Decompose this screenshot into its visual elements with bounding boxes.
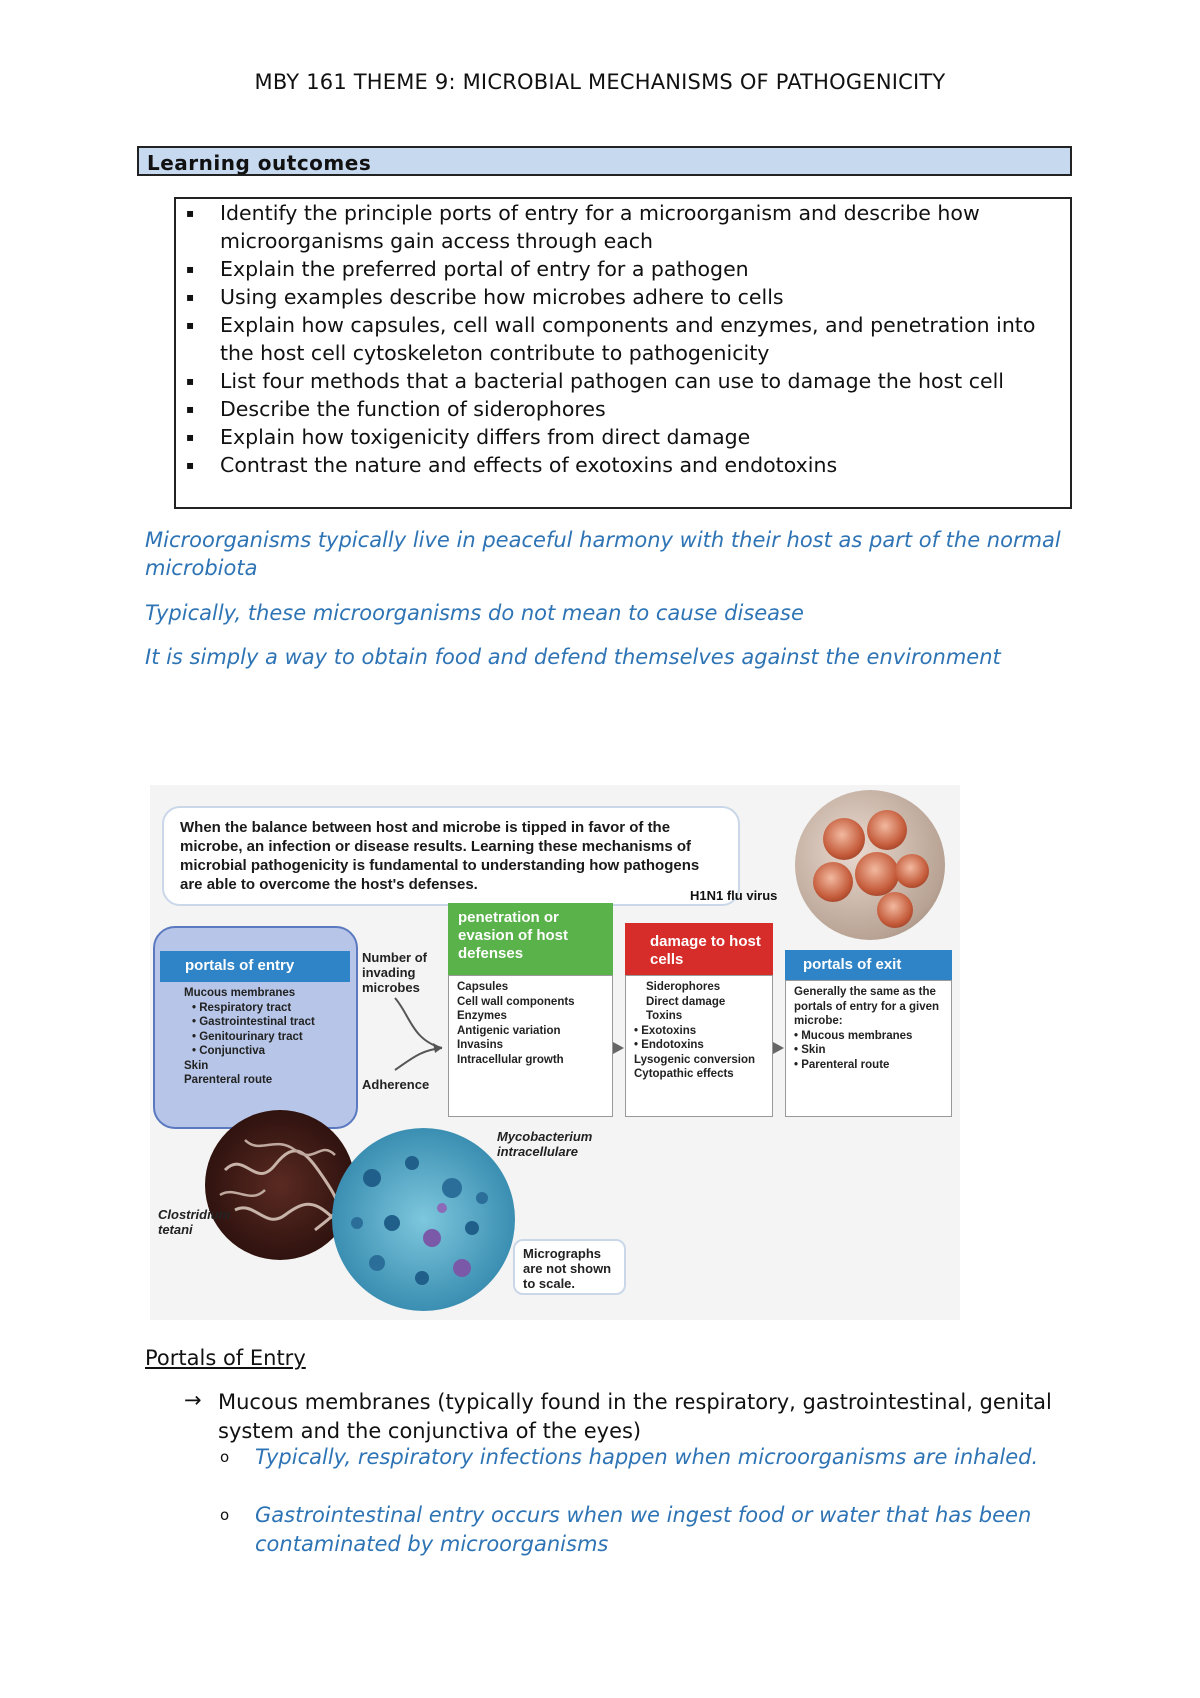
scale-note: Micrographs are not shown to scale. bbox=[513, 1239, 626, 1295]
number-of-microbes-label: Number of invading microbes bbox=[362, 950, 427, 995]
portals-of-entry-title: portals of entry bbox=[160, 951, 350, 982]
learning-outcomes-box bbox=[174, 197, 1072, 509]
damage-title: damage to host cells bbox=[625, 923, 773, 975]
bullet-icon: ▪ bbox=[186, 262, 195, 276]
list-item: ▪ Using examples describe how microbes adhere to cells bbox=[186, 285, 784, 309]
intro-paragraph-2: Typically, these microorganisms do not mean to cause disease bbox=[145, 601, 804, 625]
list-item: ▪ Identify the principle ports of entry for a microorganism and describe how microorganisms gain access through each bbox=[186, 201, 980, 253]
arrow-icon bbox=[613, 1040, 625, 1056]
list-item: ▪ Explain how capsules, cell wall components and enzymes, and penetration into the host cell cytoskeleton contribute to pathogenicity bbox=[186, 313, 1036, 365]
section-heading: Portals of Entry bbox=[145, 1346, 306, 1370]
list-item: ▪ Contrast the nature and effects of exotoxins and endotoxins bbox=[186, 453, 838, 477]
clostridium-micrograph bbox=[205, 1110, 355, 1260]
bullet-icon: ▪ bbox=[186, 318, 195, 332]
adherence-label: Adherence bbox=[362, 1077, 430, 1092]
arrow-icon bbox=[773, 1040, 785, 1056]
list-item: ▪ Explain how toxigenicity differs from direct damage bbox=[186, 425, 751, 449]
mycobacterium-label: Mycobacterium intracellulare bbox=[497, 1129, 593, 1159]
bullet-icon: ▪ bbox=[186, 402, 195, 416]
intro-paragraph-3: It is simply a way to obtain food and defend themselves against the environment bbox=[145, 645, 1001, 669]
intro-paragraph-1: Microorganisms typically live in peaceful harmony with their host as part of the normal microbiota bbox=[145, 528, 1061, 580]
penetration-title: penetration or evasion of host defenses bbox=[448, 903, 613, 975]
bullet-icon: ▪ bbox=[186, 290, 195, 304]
list-item: ▪ List four methods that a bacterial pathogen can use to damage the host cell bbox=[186, 369, 1005, 393]
bullet-icon: ▪ bbox=[186, 458, 195, 472]
sub-bullet-icon: o bbox=[220, 1506, 230, 1524]
portals-of-exit-list: Generally the same as the portals of entry for a given microbe: • Mucous membranes • Skin • Parenteral route bbox=[785, 980, 952, 1117]
page-title: MBY 161 THEME 9: MICROBIAL MECHANISMS OF PATHOGENICITY bbox=[254, 70, 946, 94]
figure-callout: When the balance between host and microbe is tipped in favor of the microbe, an infection or disease results. Learning these mechanisms of microbial pathogenicity is fundamental to understanding how pathogens are able to overcome the host's defenses. bbox=[162, 806, 740, 906]
list-item: ▪ Describe the function of siderophores bbox=[186, 397, 606, 421]
mycobacterium-micrograph bbox=[332, 1128, 515, 1311]
learning-outcomes-heading: Learning outcomes bbox=[137, 146, 1072, 176]
penetration-list: Capsules Cell wall components Enzymes Antigenic variation Invasins Intracellular growth bbox=[448, 975, 613, 1117]
portals-of-exit-title: portals of exit bbox=[785, 950, 952, 980]
portals-of-entry-list: Mucous membranes • Respiratory tract • Gastrointestinal tract • Genitourinary tract • Conjunctiva Skin Parenteral route bbox=[184, 987, 315, 1086]
damage-list: Siderophores Direct damage Toxins • Exotoxins • Endotoxins Lysogenic conversion Cytopathic effects bbox=[625, 975, 773, 1117]
learning-outcomes-list bbox=[176, 199, 1070, 479]
bullet-icon: ▪ bbox=[186, 206, 195, 220]
sub-item: Typically, respiratory infections happen when microorganisms are inhaled. bbox=[255, 1445, 1039, 1469]
converging-arrows bbox=[380, 990, 450, 1080]
clostridium-label: Clostridium tetani bbox=[158, 1207, 231, 1237]
list-item: ▪ Explain the preferred portal of entry for a pathogen bbox=[186, 257, 749, 281]
list-item: Mucous membranes (typically found in the respiratory, gastrointestinal, genital system and the conjunctiva of the eyes) bbox=[218, 1390, 1052, 1443]
bullet-icon: ▪ bbox=[186, 374, 195, 388]
flu-virus-label: H1N1 flu virus bbox=[690, 888, 778, 903]
flu-virus-micrograph bbox=[795, 790, 945, 940]
sub-bullet-icon: o bbox=[220, 1448, 230, 1466]
arrow-icon: → bbox=[184, 1388, 202, 1412]
sub-item: Gastrointestinal entry occurs when we ingest food or water that has been contaminated by microorganisms bbox=[255, 1503, 1032, 1556]
bullet-icon: ▪ bbox=[186, 430, 195, 444]
